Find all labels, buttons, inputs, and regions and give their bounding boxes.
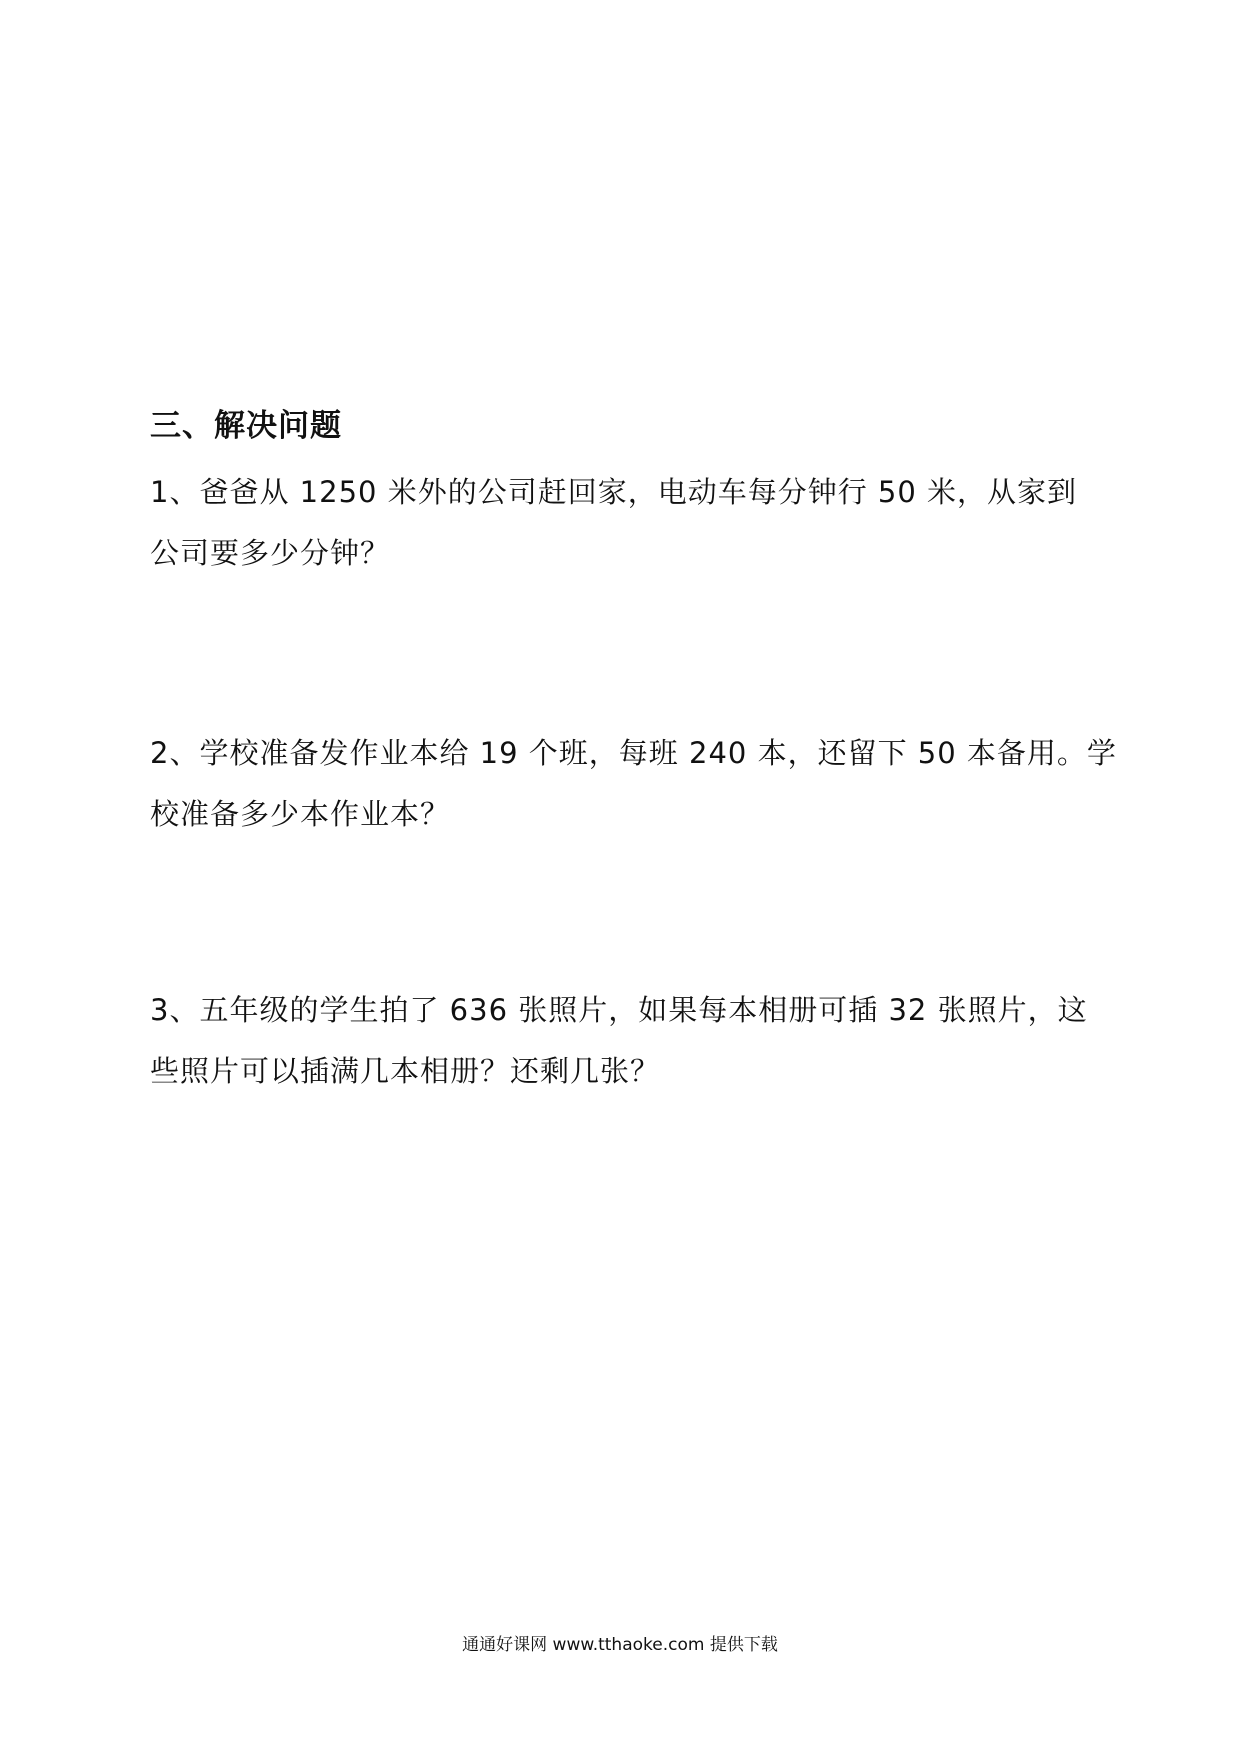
question-2-line-2: 校准备多少本作业本？	[150, 797, 451, 831]
question-2-line-1: 2、学校准备发作业本给 19 个班，每班 240 本，还留下 50 本备用。学	[150, 736, 1117, 770]
question-3-line-2: 些照片可以插满几本相册？还剩几张？	[150, 1054, 661, 1088]
section-title: 三、解决问题	[150, 408, 342, 444]
question-1-line-1: 1、爸爸从 1250 米外的公司赶回家，电动车每分钟行 50 米，从家到	[150, 475, 1078, 509]
question-3-line-1: 3、五年级的学生拍了 636 张照片，如果每本相册可插 32 张照片，这	[150, 993, 1088, 1027]
question-1-line-2: 公司要多少分钟？	[150, 536, 391, 570]
footer-source-note: 通通好课网 www.tthaoke.com 提供下载	[462, 1635, 778, 1655]
